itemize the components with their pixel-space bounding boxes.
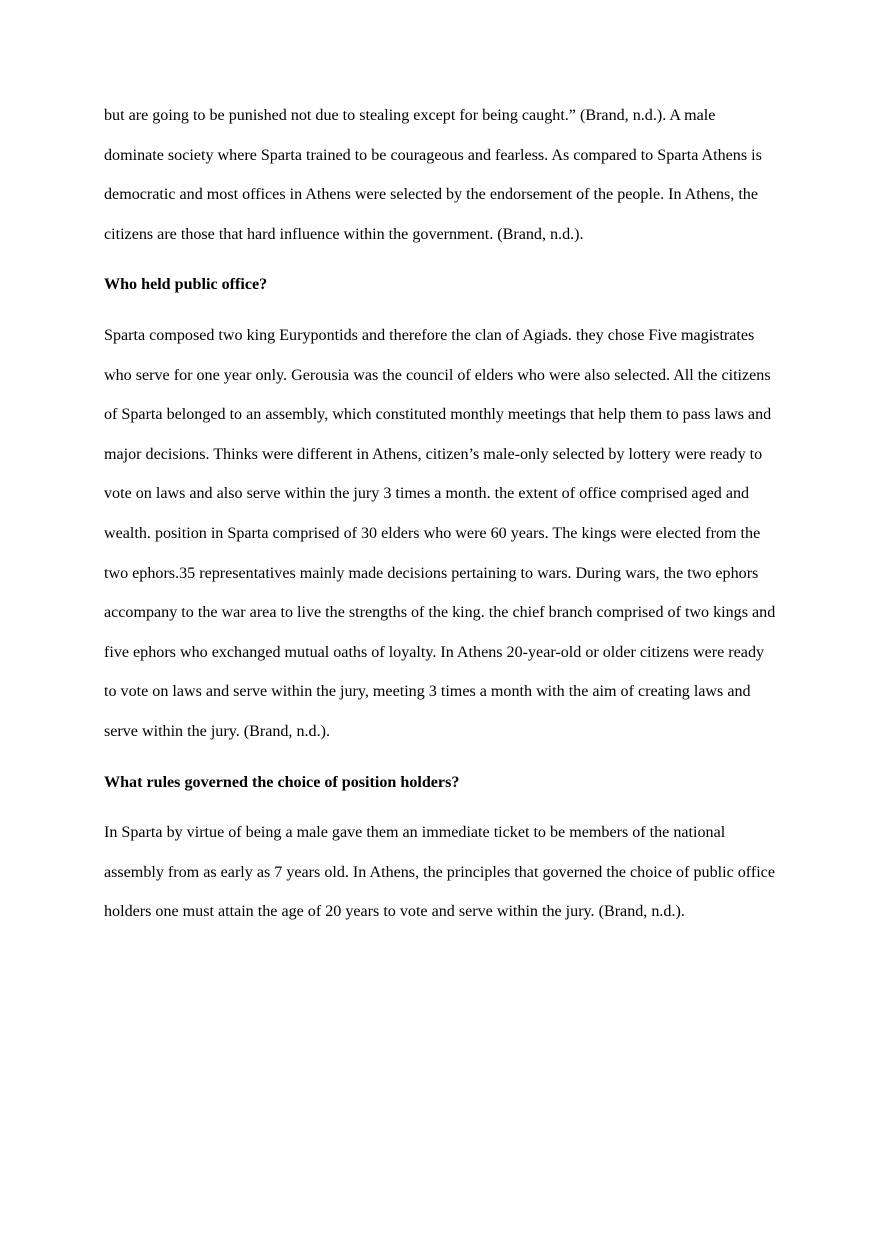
heading-rules-governed-choice: What rules governed the choice of position holders? bbox=[104, 773, 460, 791]
document-body bbox=[104, 96, 776, 943]
paragraph-1: but are going to be punished not due to stealing except for being caught.” (Brand, n.d.). A male dominate society where Sparta trained to be courageous and fearless. As compared to Sparta Athens is democratic and most offices in Athens were selected by the endorsement of the people. In Athens, the citizens are those that hard influence within the government. (Brand, n.d.). bbox=[104, 107, 762, 243]
paragraph-3: In Sparta by virtue of being a male gave them an immediate ticket to be members of the national assembly from as early as 7 years old. In Athens, the principles that governed the choice of public office holders one must attain the age of 20 years to vote and serve within the jury. (Brand, n.d.). bbox=[104, 824, 775, 921]
heading-who-held-public-office: Who held public office? bbox=[104, 276, 268, 294]
paragraph-2: Sparta composed two king Eurypontids and therefore the clan of Agiads. they chose Five magistrates who serve for one year only. Gerousia was the council of elders who were also selected. All the citizens of Sparta belonged to an assembly, which constituted monthly meetings that help them to pass laws and major decisions. Thinks were different in Athens, citizen’s male-only selected by lottery were ready to vote on laws and also serve within the jury 3 times a month. the extent of office comprised aged and wealth. position in Sparta comprised of 30 elders who were 60 years. The kings were elected from the two ephors.35 representatives mainly made decisions pertaining to wars. During wars, the two ephors accompany to the war area to live the strengths of the king. the chief branch comprised of two kings and five ephors who exchanged mutual oaths of loyalty. In Athens 20-year-old or older citizens were ready to vote on laws and serve within the jury, meeting 3 times a month with the aim of creating laws and serve within the jury. (Brand, n.d.). bbox=[104, 326, 776, 740]
